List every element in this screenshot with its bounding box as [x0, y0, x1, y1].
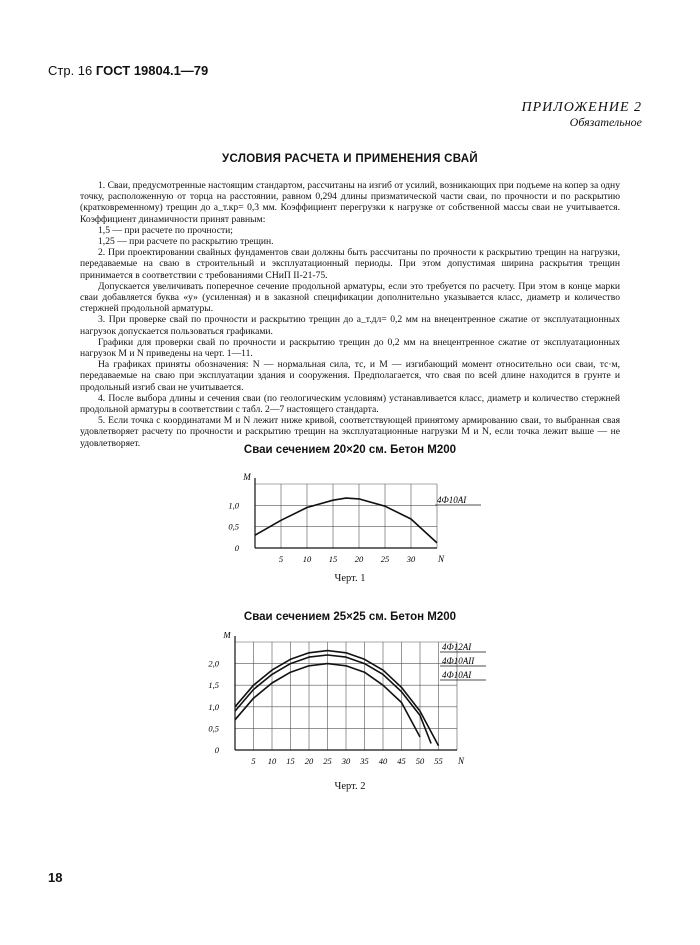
page-header: [48, 63, 208, 78]
chart-2-caption: Черт. 2: [334, 781, 366, 792]
series-label: 4Ф10АI: [437, 495, 467, 505]
chart-1-title: Сваи сечением 20×20 см. Бетон М200: [243, 444, 457, 456]
series-label: 4Ф10АII: [442, 656, 475, 666]
y-tick-label: 1,5: [208, 680, 219, 691]
x-tick-label: 5: [278, 554, 284, 564]
paragraph: 5. Если точка с координатами M и N лежит ниже кривой, соответствующей принятому армированию сваи, то выбранная свая удовлетворяет расчету по прочности и раскрытию трещин на эксплуатационные нагрузки M и N, если точка лежит выше — не удовлетворяет.: [80, 415, 620, 449]
x-tick-label: 10: [267, 756, 277, 766]
paragraph: 3. При проверке свай по прочности и раскрытию трещин до a_т.дл= 0,2 мм на внецентренное сжатие от эксплуатационных нагрузок допускается пользоваться графиками.: [80, 314, 620, 337]
paragraph: 4. После выбора длины и сечения сваи (по геологическим условиям) устанавливается класс, диаметр и количество стержней продольной арматуры в соответствии с табл. 2—7 настоящего стандарта.: [80, 392, 620, 416]
y-axis-label: M: [223, 632, 231, 640]
paragraph: Графики для проверки свай по прочности и раскрытию трещин до 0,2 мм на внецентренное сжатие от эксплуатационных нагрузок M и N приведены на черт. 1—11.: [80, 336, 620, 360]
x-tick-label: 45: [397, 756, 406, 766]
page-label: Стр. 16: [48, 63, 93, 78]
chart-2-title: Сваи сечением 25×25 см. Бетон М200: [243, 611, 457, 623]
appendix-block: [522, 100, 642, 130]
chart-1: [225, 472, 485, 580]
y-axis-label: M: [243, 472, 251, 482]
appendix-title: ПРИЛОЖЕНИЕ 2: [521, 100, 642, 115]
x-tick-label: 15: [328, 554, 338, 564]
paragraph: На графиках приняты обозначения: N — нормальная сила, тс, и M — изгибающий момент относительно оси сваи, тс·м, передаваемые на сваю при эксплуатации здания и сооружения. Предполагается, что свая по всей длине находится в грунте и продольный изгиб сваи не учитывается.: [80, 359, 620, 393]
section-title: УСЛОВИЯ РАСЧЕТА И ПРИМЕНЕНИЯ СВАЙ: [222, 153, 478, 165]
x-tick-label: 5: [251, 756, 256, 766]
series-label: 4Ф10АI: [442, 670, 472, 680]
y-tick-label: 1,0: [228, 500, 239, 511]
x-tick-label: 15: [286, 756, 295, 766]
y-tick-label: 0: [234, 543, 239, 553]
paragraph: Допускается увеличивать поперечное сечение продольной арматуры, если это требуется по расчету. При этом в конце марки сваи добавляется буква «у» (усиленная) и в заказной спецификации дополнительно указывается класс, диаметр и количество стержней продольной арматуры.: [80, 280, 620, 315]
x-tick-label: 25: [380, 554, 390, 564]
paragraph: 1,5 — при расчете по прочности;: [98, 224, 233, 236]
x-tick-label: 30: [341, 756, 351, 766]
paragraph: 1,25 — при расчете по раскрытию трещин.: [98, 236, 274, 248]
body-text: [80, 180, 620, 449]
y-tick-label: 0,5: [228, 521, 239, 532]
x-tick-label: 20: [354, 554, 364, 564]
paragraph: 1. Сваи, предусмотренные настоящим стандартом, рассчитаны на изгиб от усилий, возникающих при подъеме на копер за одну точку, расположенную от торца на расстоянии, равном 0,294 длины призматической части сваи, по прочности и по раскрытию (кратковременному) трещин до a_т.кр= 0,3 мм. Коэффициент перегрузки к нагрузке от собственной массы сваи не учитывается. Коэффициент динамичности принят равным:: [80, 180, 620, 225]
x-tick-label: 30: [406, 554, 416, 564]
x-tick-label: 20: [304, 756, 314, 766]
x-axis-label: N: [437, 554, 445, 564]
paragraph: 2. При проектировании свайных фундаментов сваи должны быть рассчитаны по прочности к раскрытию трещин на нагрузки, передаваемые на сваю в строительный и эксплуатационный периоды. При этом допустимая ширина раскрытия трещин принимается в соответствии с требованиями СНиП II-21-75.: [80, 247, 620, 281]
page-number: 18: [48, 870, 63, 885]
y-tick-label: 0: [214, 745, 219, 755]
x-tick-label: 40: [378, 756, 388, 766]
x-tick-label: 25: [323, 756, 332, 766]
series-label: 4Ф12АI: [442, 642, 472, 652]
y-tick-label: 1,0: [208, 701, 219, 712]
x-tick-label: 35: [360, 756, 369, 766]
standard-code: ГОСТ 19804.1—79: [95, 63, 209, 78]
y-tick-label: 2,0: [208, 658, 219, 669]
x-tick-label: 50: [415, 756, 425, 766]
y-tick-label: 0,5: [208, 723, 219, 734]
x-axis-label: N: [457, 756, 465, 766]
chart-2: [208, 632, 506, 772]
x-tick-label: 10: [302, 554, 312, 564]
x-tick-label: 55: [434, 756, 443, 766]
chart-1-caption: Черт. 1: [334, 573, 366, 584]
appendix-subtitle: Обязательное: [569, 115, 642, 129]
series-line: [255, 498, 437, 543]
